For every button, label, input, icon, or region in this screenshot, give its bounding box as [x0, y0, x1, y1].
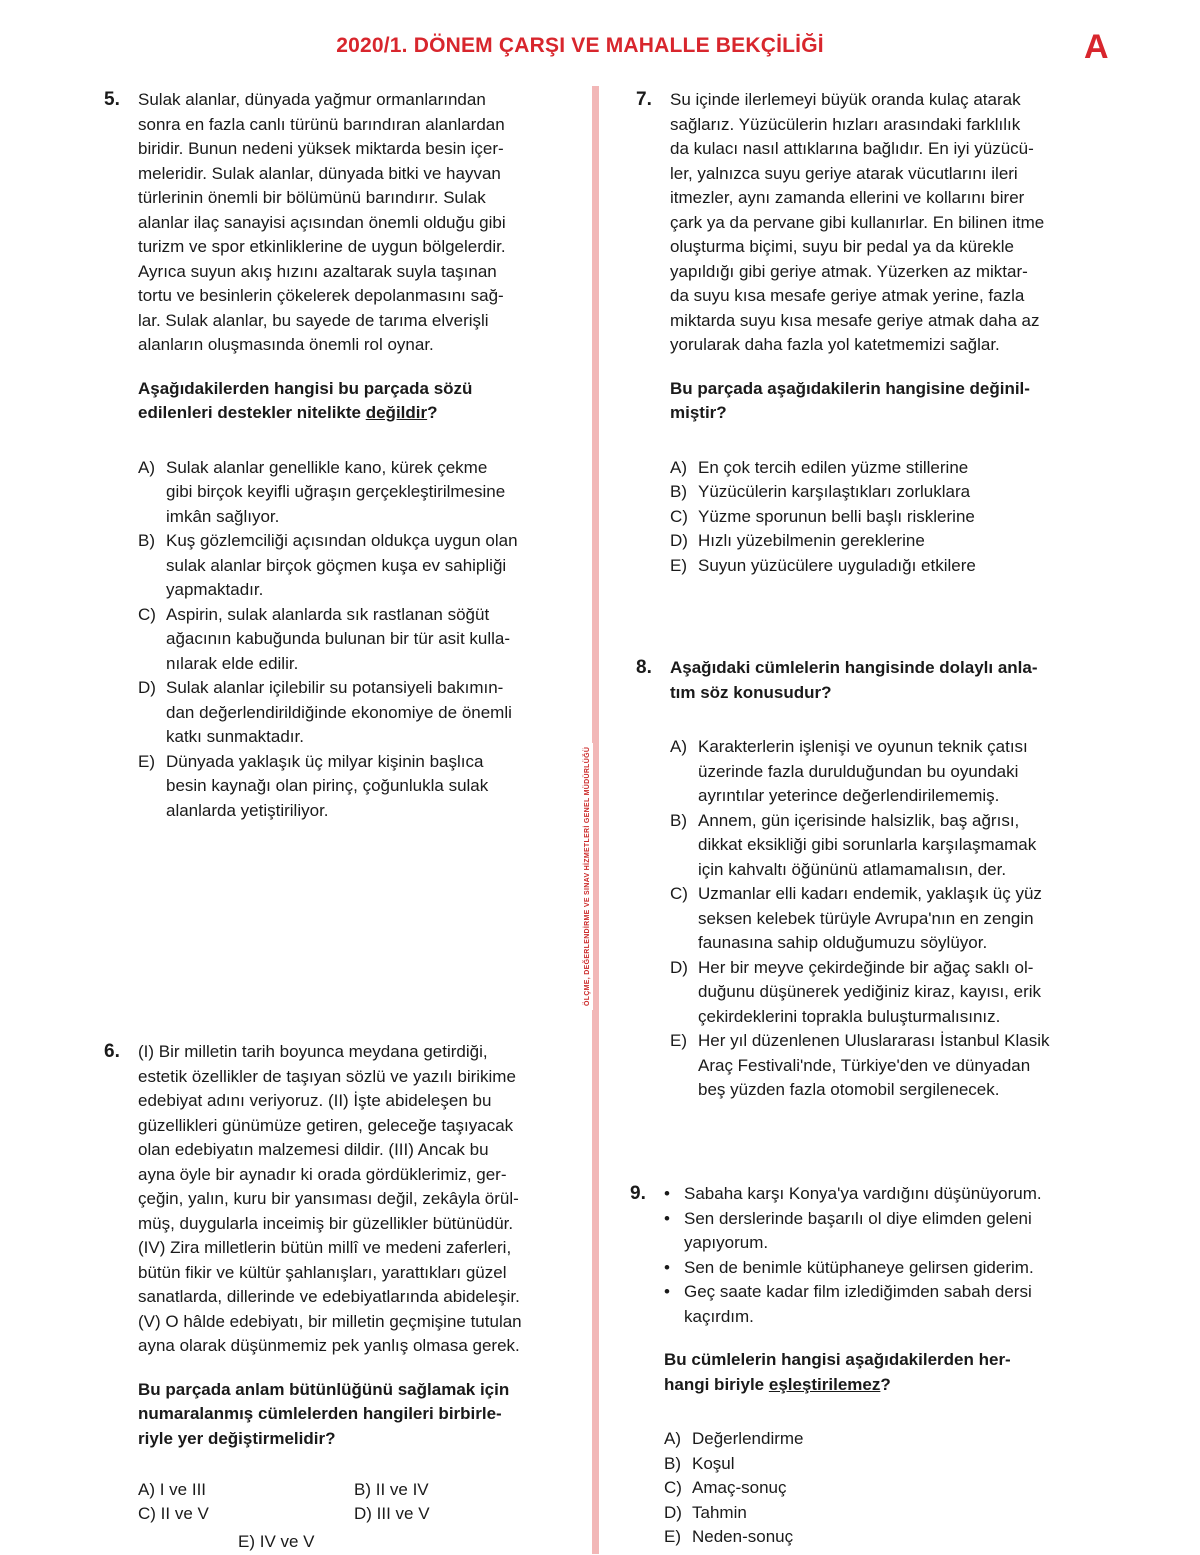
option-a[interactable]: A) I ve III [138, 1480, 207, 1499]
text-line: meleridir. Sulak alanlar, dünyada bitki ve hayvan [138, 163, 501, 183]
answer-option[interactable] [138, 603, 518, 677]
text-line: müş, duygularla inceimiş bir güzellikler bütünüdür. [138, 1213, 514, 1233]
text-line: turizm ve spor etkinliklerine de uygun bölgelerdir. [138, 237, 506, 256]
text-line: ayna öyle bir aynadır ki orada gördüklerimiz, ger- [138, 1164, 507, 1184]
question-number: 7. [636, 89, 652, 110]
booklet-type: A [1084, 28, 1109, 66]
answer-option[interactable] [670, 480, 1044, 505]
option-d[interactable]: D) III ve V [354, 1504, 430, 1523]
question-stem [670, 377, 1044, 426]
passage [138, 88, 518, 358]
option-text: Karakterlerin işlenişi ve oyunun teknik çatısı [698, 737, 1028, 756]
option-text: Sulak alanlar içilebilir su potansiyeli bakımın- [166, 678, 504, 697]
question-number: 6. [104, 1041, 120, 1062]
passage [670, 88, 1044, 358]
options [670, 456, 1044, 579]
option-label: B) [670, 482, 687, 501]
question-emphasis: eşleştirilemez [768, 1374, 881, 1394]
option-label: E) [138, 751, 155, 771]
bullet-icon: • [664, 1184, 670, 1203]
text-line: sonra en fazla canlı türünü barındıran alanlardan [138, 114, 505, 134]
option-b[interactable]: B) II ve IV [354, 1480, 429, 1499]
text-line: sağlarız. Yüzücülerin hızları arasındaki farklılık [670, 114, 1021, 134]
options [670, 735, 1050, 1103]
text-line: tım söz konusudur? [670, 682, 832, 702]
option-label: C) [670, 506, 688, 526]
option-text: ağacının kabuğunda bulunan bir tür asit kulla- [166, 629, 511, 648]
statement-text: yapıyorum. [684, 1233, 769, 1252]
text-line: miştir? [670, 403, 727, 422]
option-label: D) [664, 1502, 682, 1522]
option-c[interactable]: C) II ve V [138, 1504, 209, 1523]
option-text: Araç Festivali'nde, Türkiye'den ve dünyadan [698, 1055, 1031, 1075]
option-text: Sulak alanlar genellikle kano, kürek çekme [166, 457, 488, 477]
text-line: Bu parçada aşağıdakilerin hangisine değinil- [670, 378, 1030, 398]
answer-option[interactable] [670, 505, 1044, 530]
text-line: (IV) Zira milletlerin bütün millî ve medeni zaferleri, [138, 1238, 512, 1257]
text-line: oluşturma biçimi, suyu bir pedal ya da kürekle [670, 237, 1014, 256]
question-line: Bu cümlelerin hangisi aşağıdakilerden her- [664, 1350, 1011, 1369]
statement-text: Sen derslerinde başarılı ol diye elimden geleni [684, 1208, 1032, 1228]
text-line: güzellikleri günümüze getiren, geleceğe taşıyacak [138, 1115, 514, 1135]
text-line: Su içinde ilerlemeyi büyük oranda kulaç atarak [670, 90, 1021, 109]
statement-text: Sabaha karşı Konya'ya vardığını düşünüyorum. [684, 1184, 1042, 1203]
option-text: duğunu düşünerek yediğiniz kiraz, kayısı, erik [698, 982, 1042, 1001]
passage [138, 1040, 522, 1359]
option-text: Hızlı yüzebilmenin gereklerine [698, 531, 925, 550]
option-text: Kuş gözlemciliği açısından oldukça uygun olan [166, 531, 518, 550]
answer-option[interactable] [670, 809, 1050, 883]
statement-text: Sen de benimle kütüphaneye gelirsen giderim. [684, 1257, 1034, 1277]
option-label: B) [138, 531, 155, 550]
text-line: Bu parçada anlam bütünlüğünü sağlamak için [138, 1379, 510, 1399]
option-text: gibi birçok keyifli uğraşın gerçekleştirilmesine [166, 482, 506, 501]
option-label: C) [138, 604, 156, 624]
text-line: biridir. Bunun nedeni yüksek miktarda besin içer- [138, 139, 504, 158]
option-text: Değerlendirme [692, 1429, 804, 1448]
question-stem [664, 1348, 1042, 1397]
statement-item [664, 1280, 1042, 1329]
question-text: edilenleri destekler nitelikte [138, 403, 366, 422]
option-text: Koşul [692, 1453, 735, 1473]
option-text: için kahvaltı öğününü atlamamalısın, der. [698, 859, 1007, 879]
option-text: yapmaktadır. [166, 580, 264, 599]
text-line: alanların oluşmasında önemli rol oynar. [138, 335, 434, 354]
text-line: ler, yalnızca suyu geriye atarak vücutlarını ileri [670, 163, 1018, 183]
option-text: Annem, gün içerisinde halsizlik, baş ağrısı, [698, 810, 1020, 830]
question-text: hangi biriyle [664, 1374, 769, 1394]
text-line: tortu ve besinlerin çökelerek depolanmasını sağ- [138, 286, 504, 305]
option-label: E) [664, 1527, 681, 1546]
text-line: (I) Bir milletin tarih boyunca meydana getirdiği, [138, 1042, 488, 1061]
option-label: E) [670, 1031, 687, 1050]
option-label: B) [670, 810, 687, 830]
bullet-icon: • [664, 1208, 670, 1228]
exam-title: 2020/1. DÖNEM ÇARŞI VE MAHALLE BEKÇİLİĞİ [336, 34, 824, 57]
option-label: A) [664, 1429, 681, 1448]
option-text: ayrıntılar yeterince değerlendirilememiş. [698, 786, 1000, 805]
text-line: türlerinin önemli bir bölümünü barındırır. Sulak [138, 188, 486, 207]
statement-text: Geç saate kadar film izlediğimden sabah dersi [684, 1282, 1032, 1301]
text-line: lar. Sulak alanlar, bu sayede de tarıma elverişli [138, 310, 489, 330]
answer-option[interactable] [670, 956, 1050, 1030]
option-text: sulak alanlar birçok göçmen kuşa ev sahipliği [166, 555, 507, 575]
option-text: katkı sunmaktadır. [166, 727, 304, 746]
answer-option[interactable] [664, 1452, 1042, 1477]
text-line: sanatlarda, dillerinde ve edebiyatlarında abideleşir. [138, 1287, 520, 1306]
option-label: D) [670, 531, 688, 550]
option-text: Aspirin, sulak alanlarda sık rastlanan söğüt [166, 604, 490, 624]
option-label: A) [670, 457, 687, 477]
option-label: A) [670, 737, 687, 756]
question-line [138, 401, 518, 426]
option-text: beş yüzden fazla otomobil sergilenecek. [698, 1080, 1000, 1099]
text-line: Aşağıdaki cümlelerin hangisinde dolaylı anla- [670, 658, 1038, 677]
option-label: D) [138, 678, 156, 697]
option-text: Tahmin [692, 1502, 747, 1522]
question-line [664, 1373, 1042, 1398]
option-text: faunasına sahip olduğumuzu söylüyor. [698, 933, 988, 952]
side-note-text: ÖLÇME, DEĞERLENDİRME VE SINAV HİZMETLERİ GENEL MÜDÜRLÜĞÜ [582, 743, 593, 1010]
statement-list [664, 1182, 1042, 1329]
option-text: Uzmanlar elli kadarı endemik, yaklaşık üç yüz [698, 884, 1042, 903]
question-mark: ? [427, 403, 438, 422]
answer-option[interactable] [664, 1525, 1042, 1550]
text-line: olan edebiyatın malzemesi dildir. (III) Ancak bu [138, 1140, 489, 1159]
text-line: estetik özellikler de taşıyan sözlü ve yazılı birikime [138, 1066, 516, 1086]
column-divider [592, 86, 599, 1554]
option-text: Neden-sonuç [692, 1527, 794, 1546]
text-line: da suyu kısa mesafe geriye atmak yerine, fazla [670, 286, 1025, 305]
option-text: dan değerlendirildiğinde ekonomiye de önemli [166, 702, 512, 722]
answer-option[interactable] [670, 1029, 1050, 1103]
option-text: çekirdeklerini toprakla buluşturmalısınız. [698, 1006, 1001, 1026]
answer-option[interactable] [670, 735, 1050, 809]
answer-option[interactable] [138, 750, 518, 824]
answer-option[interactable] [138, 676, 518, 750]
question-emphasis: değildir [365, 403, 428, 422]
text-line: Sulak alanlar, dünyada yağmur ormanlarından [138, 90, 486, 109]
answer-option[interactable] [664, 1427, 1042, 1452]
answer-option[interactable] [670, 882, 1050, 956]
option-text: Her bir meyve çekirdeğinde bir ağaç saklı ol- [698, 957, 1034, 977]
statement-item [664, 1256, 1042, 1281]
text-line: numaralanmış cümlelerden hangileri birbirle- [138, 1404, 502, 1423]
text-line: itmezler, aynı zamanda ellerini ve kollarını birer [670, 188, 1025, 207]
bullet-icon: • [664, 1257, 670, 1277]
option-text: Suyun yüzücülere uyguladığı etkilere [698, 555, 976, 575]
answer-option[interactable] [670, 529, 1044, 554]
answer-option[interactable] [670, 554, 1044, 579]
question-number: 8. [636, 657, 652, 678]
options [138, 456, 518, 824]
statement-item [664, 1207, 1042, 1256]
text-line: çeğin, yalın, kuru bir yansıması değil, zekâyla örül- [138, 1189, 519, 1208]
option-text: Yüzme sporunun belli başlı risklerine [698, 506, 975, 526]
option-label: D) [670, 957, 688, 977]
text-line: çark ya da pervane gibi kullanırlar. En bilinen itme [670, 212, 1045, 232]
option-text: Her yıl düzenlenen Uluslararası İstanbul Klasik [698, 1031, 1050, 1050]
question-stem [670, 656, 1050, 705]
question-line: Aşağıdakilerden hangisi bu parçada sözü [138, 378, 473, 398]
question-stem [138, 1378, 522, 1452]
option-text: alanlarda yetiştiriliyor. [166, 800, 329, 820]
option-text: nılarak elde edilir. [166, 653, 299, 673]
option-text: Amaç-sonuç [692, 1478, 787, 1497]
option-label: E) [670, 555, 687, 575]
option-text: Dünyada yaklaşık üç milyar kişinin başlıca [166, 751, 484, 771]
option-text: seksen kelebek türüyle Avrupa'nın en zengin [698, 908, 1034, 928]
option-e[interactable]: E) IV ve V [238, 1532, 315, 1551]
text-line: bütün fikir ve kültür şahlanışları, yarattıkları güzel [138, 1262, 507, 1282]
text-line: yapıldığı gibi geriye atmak. Yüzerken az miktar- [670, 261, 1028, 281]
question-number: 5. [104, 89, 120, 110]
statement-text: kaçırdım. [684, 1306, 754, 1326]
option-label: C) [664, 1478, 682, 1497]
text-line: edebiyat adını veriyoruz. (II) İşte abideleşen bu [138, 1091, 492, 1110]
option-text: besin kaynağı olan pirinç, çoğunlukla sulak [166, 776, 489, 795]
answer-option[interactable] [664, 1476, 1042, 1501]
option-label: C) [670, 884, 688, 903]
option-text: Yüzücülerin karşılaştıkları zorluklara [698, 482, 971, 501]
text-line: (V) O hâlde edebiyatı, bir milletin geçmişine tutulan [138, 1311, 522, 1331]
text-line: yorularak daha fazla yol katetmemizi sağlar. [670, 335, 1000, 354]
question-mark: ? [880, 1374, 891, 1394]
question-stem [138, 377, 518, 426]
answer-option[interactable] [138, 529, 518, 603]
text-line: da kulacı nasıl attıklarına bağlıdır. En iyi yüzücü- [670, 139, 1034, 158]
options [664, 1427, 1042, 1550]
text-line: ayna olarak düşünmemiz pek yanlış olmasa gerek. [138, 1336, 520, 1355]
answer-option[interactable] [670, 456, 1044, 481]
statement-item [664, 1182, 1042, 1207]
option-text: imkân sağlıyor. [166, 506, 280, 526]
option-text: üzerinde fazla durulduğundan bu oyundaki [698, 761, 1019, 781]
question-number: 9. [630, 1183, 646, 1204]
option-text: dikkat eksikliği gibi sorunlarla karşılaşmamak [698, 835, 1037, 854]
bullet-icon: • [664, 1282, 670, 1301]
text-line: Ayrıca suyun akış hızını azaltarak suyla taşınan [138, 261, 497, 281]
text-line: riyle yer değiştirmelidir? [138, 1428, 336, 1448]
answer-option[interactable] [138, 456, 518, 530]
text-line: alanlar ilaç sanayisi açısından önemli olduğu gibi [138, 212, 506, 232]
option-label: A) [138, 457, 155, 477]
option-label: B) [664, 1453, 681, 1473]
option-text: En çok tercih edilen yüzme stillerine [698, 457, 969, 477]
text-line: miktarda suyu kısa mesafe geriye atmak daha az [670, 310, 1040, 330]
answer-option[interactable] [664, 1501, 1042, 1526]
